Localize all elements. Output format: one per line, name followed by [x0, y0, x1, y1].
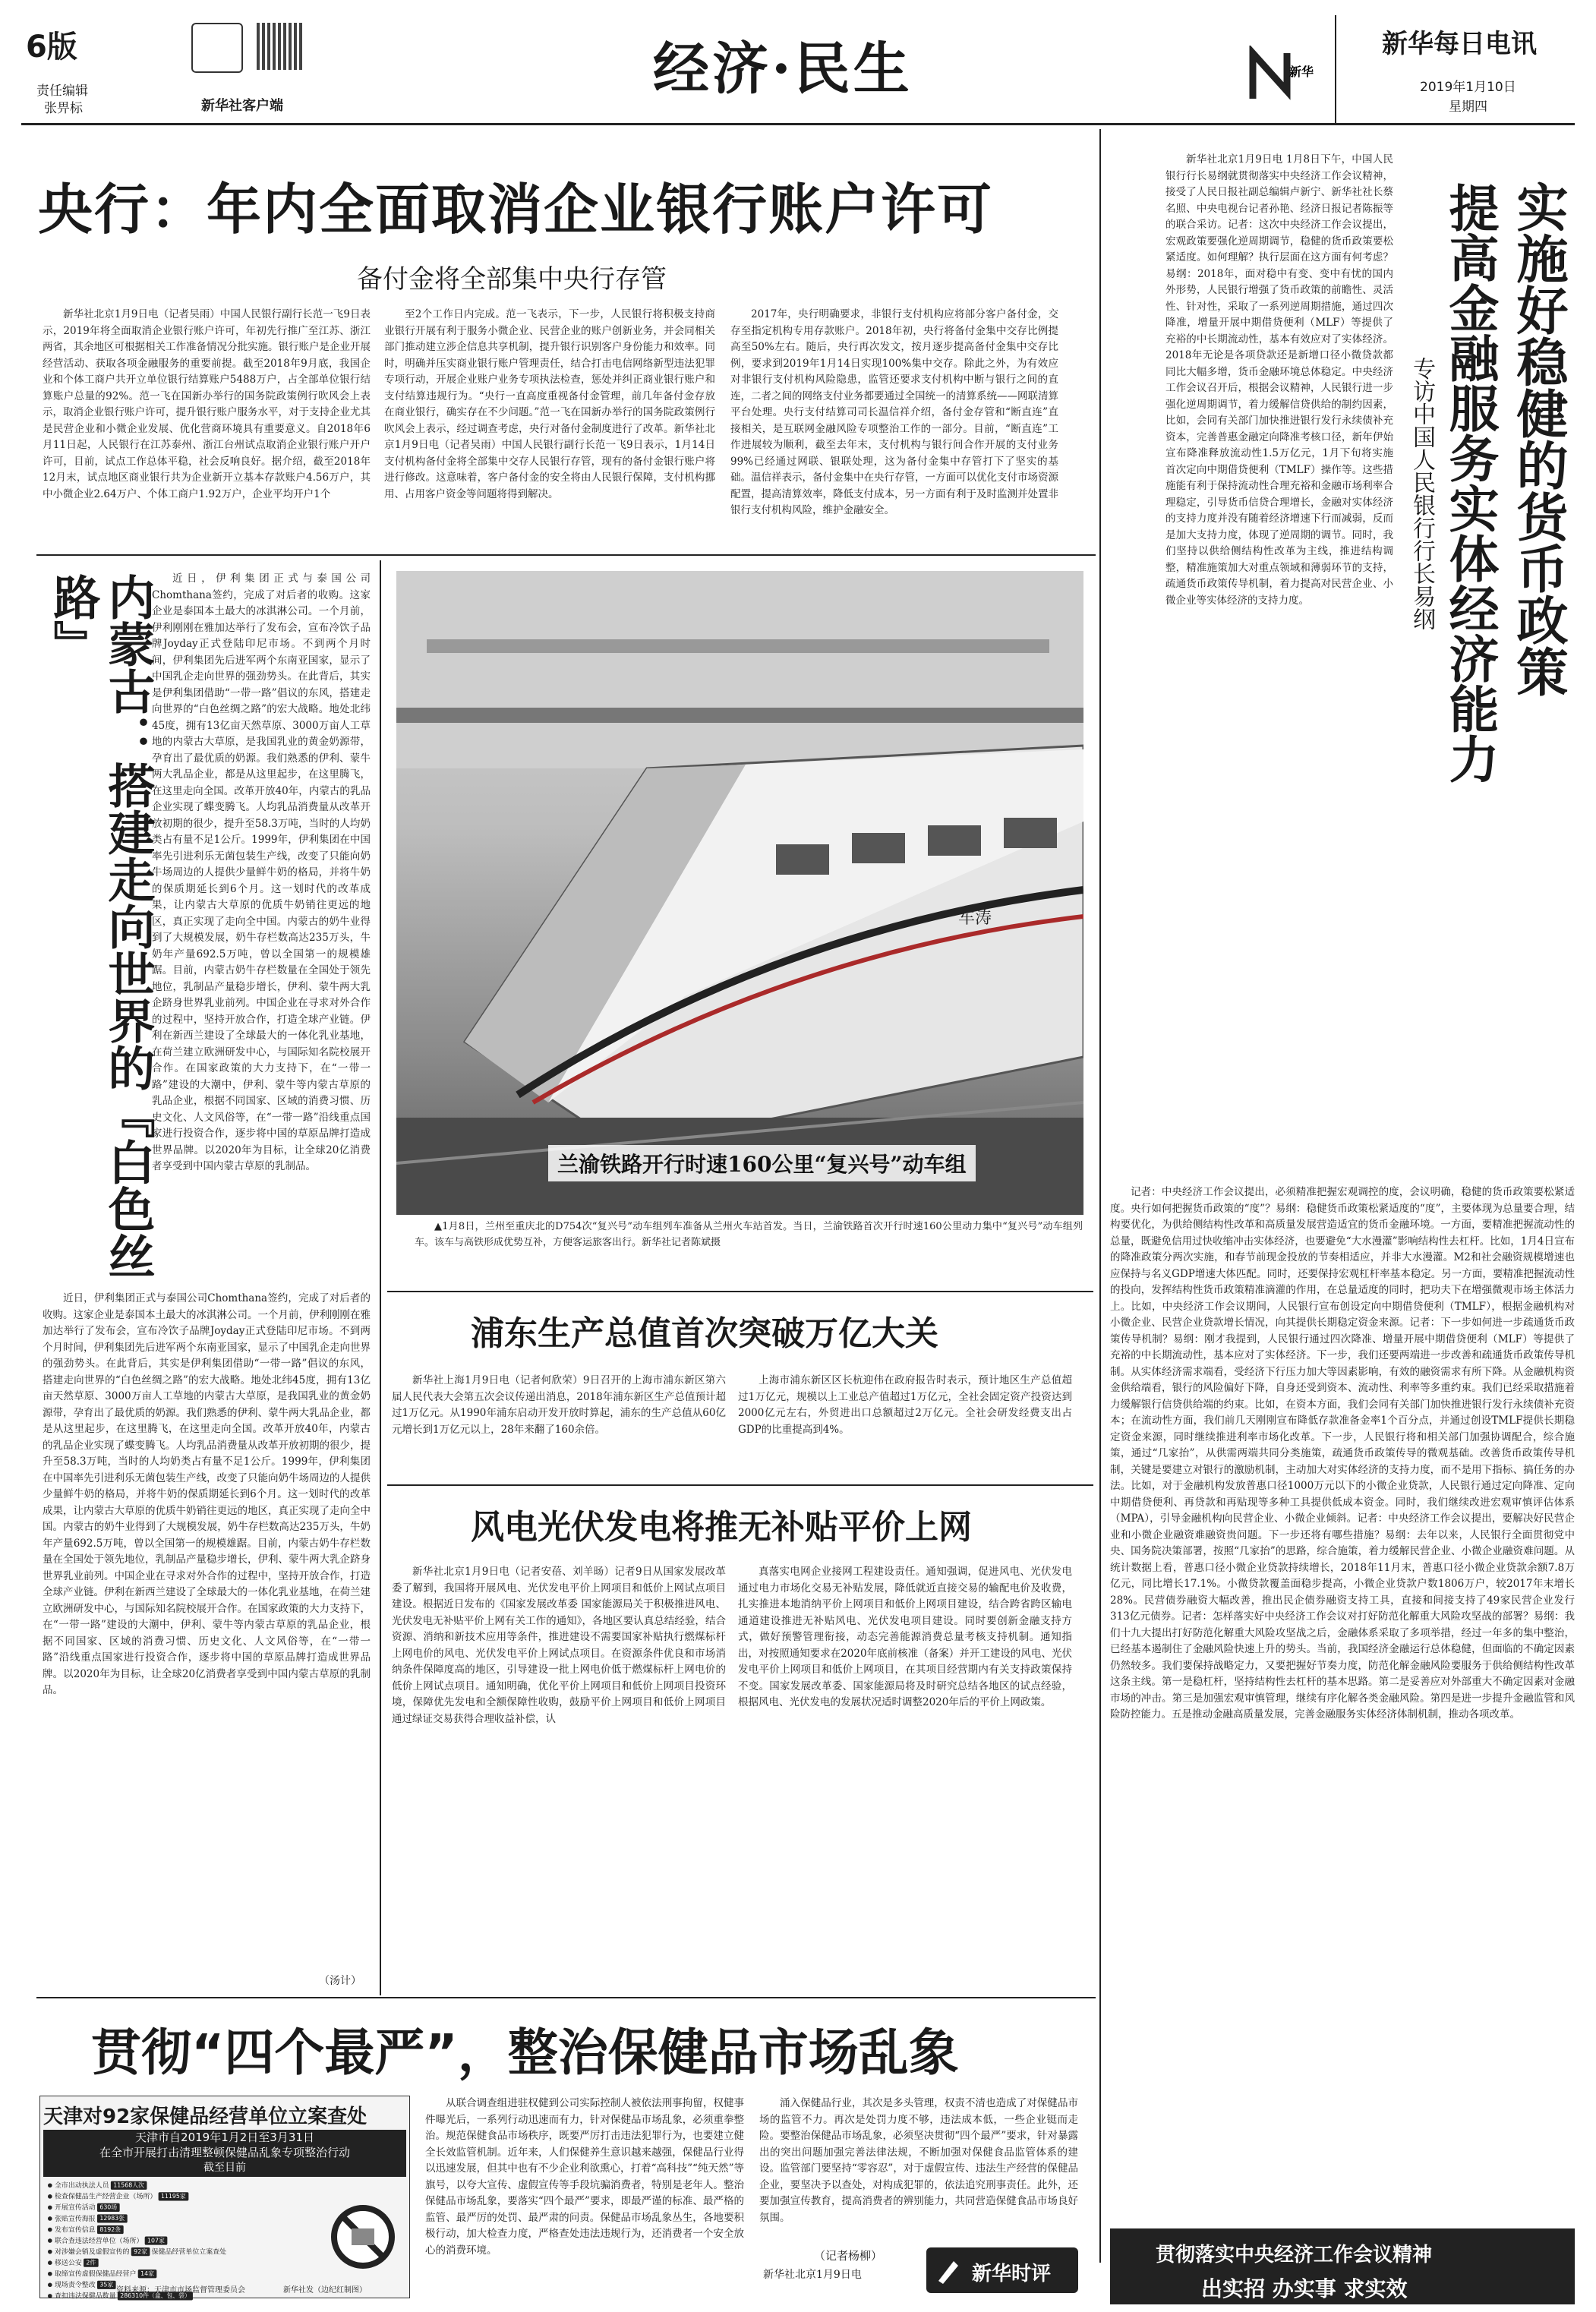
banner-line-1: 贯彻落实中央经济工作会议精神: [1156, 2244, 1433, 2266]
bullet-icon: [48, 2294, 52, 2298]
health-col-1: 从联合调查组进驻权健到公司实际控制人被依法刑事拘留，权健事件曝光后，一系列行动迅速而有力，针对保健品市场乱象，必须重拳整治。规范保健食品市场秩序，既要严厉打击违法犯罪行为，也要建立健全长效监管机制。近年来，人们保健养生意识越来越强，保健品行业得以迅速发展，但其中也有不少企业利欲熏心，打着“高科技”“纯天然”等旗号，以夸大宣传、虚假宣传等手段坑骗消费者，特别是老年人。整治保健品市场乱象，要落实“四个最严”要求，即最严谨的标准、最严格的监管、最严厉的处罚、最严肃的问责。保健品市场乱象丛生，各地要积极行动，加大检查力度，严格查处违法违规行为，还消费者一个安全放心的消费环境。: [425, 2097, 744, 2257]
list-item: 联合查违法经营单位（场所） 107家: [48, 2235, 244, 2247]
list-item: 全市出动执法人员 11568人次: [48, 2180, 244, 2191]
list-item: 移送公安 2件: [48, 2257, 244, 2269]
commentary-logo-text: 新华时评: [972, 2263, 1052, 2285]
date: 2019年1月10日: [1420, 80, 1516, 95]
solar-headline: 风电光伏发电将推无补贴平价上网: [471, 1508, 972, 1547]
pudong-rule: [387, 1484, 1093, 1486]
tianjin-source: 资料来源：天津市市场监督管理委员会: [116, 2286, 245, 2295]
mongolia-text-bottom: 近日，伊利集团正式与泰国公司Chomthana签约，完成了对后者的收购。这家企业是泰国本土最大的冰淇淋公司。一个月前，伊利刚刚在雅加达举行了发布会，宣布冷饮子品牌Joyday正式登陆印尼市场。不到两个月时间，伊利集团先后进军两个东南亚国家，显示了中国乳企走向世界的强劲势头。在此背后，其实是伊利集团借助“一带一路”倡议的东风，搭建走向世界的“白色丝绸之路”的宏大战略。地处北纬45度，拥有13亿亩天然草原、3000万亩人工草地的内蒙古大草原，是我国乳业的黄金奶源带，孕育出了最优质的奶源。我们熟悉的伊利、蒙牛两大乳品企业，都是从这里起步，在这里腾飞，在这里走向全国。改革开放40年，内蒙古的乳品企业实现了蝶变腾飞。人均乳品消费量从改革开放初期的很少，提升至58.3万吨，当时的人均奶类占有量不足1公斤。1999年，伊利集团在中国率先引进利乐无菌包装生产线，改变了只能向奶牛场周边的人提供少量鲜牛奶的格局，并将牛奶的保质期延长到6个月。这一划时代的改革成果，让内蒙古大草原的优质牛奶销往更远的地区，真正实现了走向全中国。内蒙古的奶牛业得到了大规模发展，奶牛存栏数高达235万头，牛奶年产量692.5万吨，曾以全国第一的规模雄踞。目前，内蒙古奶牛存栏数量在全国处于领先地位，乳制品产量稳步增长，伊利、蒙牛两大乳企跻身世界乳业前列。中国企业在寻求对外合作的过程中，坚持开放合作，打造全球产业链。伊利在新西兰建设了全球最大的一体化乳业基地，在荷兰建立欧洲研发中心，与国际知名院校展开合作。在国家政策的大力支持下，在“一带一路”建设的大潮中，伊利、蒙牛等内蒙古草原的乳品企业，根据不同国家、区域的消费习惯、历史文化、人文风俗等，在“一带一路”沿线重点国家进行投资合作，逐步将中国的草原品牌打造成世界品牌。以2020年为目标，让全球20亿消费者享受到中国内蒙古草原的乳制品。: [43, 1292, 371, 1696]
pudong-col-2: 上海市浦东新区区长杭迎伟在政府报告时表示，预计地区生产总值超过1万亿元，规模以上工业总产值超过1万亿元，全社会固定资产投资达到2000亿元左右，外贸进出口总额超过2万亿元。全社会研发经费支出占GDP的比重提高到4%。: [738, 1374, 1072, 1436]
pudong-col-1: 新华社上海1月9日电（记者何欣荣）9日召开的上海市浦东新区第六届人民代表大会第五次会议传递出消息，2018年浦东新区生产总值预计超过1万亿元。从1990年浦东启动开发开放时算起，浦东的生产总值从60亿元增长到1万亿元以上，28年来翻了160余倍。: [392, 1374, 726, 1436]
news-logo-icon: [1245, 46, 1314, 106]
tianjin-sub-2: 在全市开展打击清理整顿保健品乱象专项整治行动: [99, 2146, 350, 2159]
bullet-icon: [48, 2283, 52, 2288]
bullet-icon: [48, 2272, 52, 2276]
photo-headline: 兰渝铁路开行时速160公里“复兴号”动车组: [548, 1145, 976, 1181]
lead-col-2: 至2个工作日内完成。范一飞表示，下一步，人民银行将积极支持商业银行开展有利于服务小微企业、民营企业的账户创新业务，并会同相关部门推动建立涉企信息共享机制，提升银行识别客户身份能力和效率。同时，明确并压实商业银行账户管理责任，结合打击电信网络新型违法犯罪专项行动，开展企业账户业务专项执法检查，惩处并纠正商业银行账户和支付结算违规行为。“央行一直高度重视备付金管理，前几年备付金存放在商业银行，确实存在不少问题。”范一飞在国新办举行的国务院政策例行吹风会上表示，经过调查考虑，央行对备付金制度进行了改革。新华社北京1月9日电（记者吴雨）中国人民银行副行长范一飞9日表示，1月14日支付机构备付金将全部集中交存人民银行存管，现有的备付金银行账户将进行修改。这意味着，客户备付金的安全将由人民银行保障，支付机构挪用、占用客户资金等问题将得到解决。: [384, 308, 715, 500]
bottom-banner: [1110, 2228, 1575, 2304]
bullet-icon: [48, 2206, 52, 2210]
tianjin-author: 新华社发（边纪红制图）: [283, 2286, 367, 2295]
commentary-logo: [926, 2247, 1078, 2293]
masthead-vrule: [1335, 15, 1336, 125]
bullet-icon: [48, 2216, 52, 2221]
list-item: 查扣违法保健品数量 286310件（盒、包、袋）: [48, 2291, 244, 2302]
client-label: 新华社客户端: [201, 98, 283, 114]
mongolia-headline: 内蒙古：搭建走向世界的『白色丝路』: [46, 573, 156, 1279]
bullet-icon: [48, 2194, 52, 2199]
lead-subtitle: 备付金将全部集中央行存管: [357, 264, 667, 295]
bullet-icon: [48, 2250, 52, 2254]
banner-line-2: 出实招 办实事 求实效: [1201, 2276, 1408, 2301]
bullet-icon: [48, 2260, 52, 2265]
interview-subtitle: 专访中国人民银行行长易纲: [1408, 357, 1435, 630]
interview-bottom-text: 记者：中央经济工作会议提出，必须精准把握宏观调控的度，会议明确，稳健的货币政策要松紧适度。央行如何把握货币政策的“度”？易纲：稳健货币政策松紧适度的“度”，主要体现为总量要合理，结构要优化，为供给侧结构性改革和高质量发展营造适宜的货币金融环境。一方面，要精准把握流动性的总量，既避免信用过快收缩冲击实体经济，也要避免“大水漫灌”影响结构性去杠杆。比如，1月4日宣布的降准政策分两次实施，和春节前现金投放的节奏相适应，并非大水漫灌。M2和社会融资规模增速也应保持与名义GDP增速大体匹配。同时，还要保持宏观杠杆率基本稳定。另一方面，要精准把握流动性的投向，发挥结构性货币政策精准滴灌的作用，在总量适度的同时，把功夫下在增强微观市场主体活力上。比如，中央经济工作会议期间，人民银行宣布创设定向中期借贷便利（TMLF），根据金融机构对小微企业、民营企业贷款增长情况，向其提供长期稳定资金来源。记者：下一步如何进一步疏通货币政策传导机制？易纲：刚才我提到，人民银行通过四次降准、增量开展中期借贷便利（MLF）等提供了充裕的中长期流动性，基本应对了实体经济。下一步，我们还要两端进一步改善和疏通货币政策传导机制。从实体经济需求端看，受经济下行压力加大等因素影响，有效的融资需求有所下降。从金融机构资金供给端看，银行的风险偏好下降，自身还受到资本、流动性、利率等多重约束。我们已经采取措施着力缓解银行信贷供给端的约束。比如，在资本方面，我们会同有关部门加快推进银行发行永续债补充资本；在流动性方面，我们前几天刚刚宣布降低存款准备金率1个百分点，并通过创设TMLF提供长期稳定资金来源，同时继续推进利率市场化改革。下一步，人民银行将和相关部门加强协调配合，综合施策，通过“几家抬”，从供需两端共同分类施策，疏通货币政策传导的微观基础。改善货币政策传导机制，关键是要建立对银行的激励机制，主动加大对实体经济的支持力度，而不是用下指标、搞任务的办法。比如，对于金融机构发放普惠口径1000万元以下的小微企业贷款，人民银行通过定向降准、定向中期借贷便利、再贷款和再贴现等多种工具提供低成本资金。同时，我们继续改进宏观审慎评估体系（MPA），引导金融机构向民营企业、小微企业倾斜。记者：中央经济工作会议提出，要解决好民营企业和小微企业融资难融资贵问题。下一步还将有哪些措施？易纲：去年以来，人民银行全面贯彻党中央、国务院决策部署，按照“几家抬”的思路，综合施策，着力缓解民营企业、小微企业融资难问题。从统计数据上看，普惠口径小微企业贷款持续增长，2018年11月末，普惠口径小微企业贷款余额7.8万亿元，同比增长17.1%。小微贷款覆盖面稳步提高，小微企业贷款户数1806万户，较2017年末增长28%。民营债券融资大幅改善，推出民企债券融资支持工具，直接和间接支持了49家民营企业发行313亿元债券。记者：怎样落实好中央经济工作会议对打好防范化解重大风险攻坚战的部署？易纲：我们十九大提出打好防范化解重大风险攻坚战之后，金融体系采取了多项举措，经过一年多的集中整治，已经基本遏制住了金融风险快速上升的势头。当前，我国经济金融运行总体稳健，但面临的不确定因素仍然较多。我们要保持战略定力，又要把握好节奏力度，防范化解金融风险要服务于供给侧结构性改革这条主线。第一是稳杠杆，坚持结构性去杠杆的基本思路。第二是妥善应对外部重大不确定因素对金融市场的冲击。第三是加强宏观审慎管理，继续有序化解各类金融风险。第四是进一步提升金融监管和风险防控能力。五是推动金融高质量发展，完善金融服务实体经济体制机制，推动各项改革。: [1110, 1186, 1575, 1721]
train-marking: 车涛: [958, 909, 992, 928]
list-item: 检查保健品生产经营企业（场所） 11195家: [48, 2191, 244, 2203]
health-byline: （记者杨柳）: [814, 2249, 883, 2263]
train-illustration: [396, 571, 1083, 1215]
list-item: 取缔宣传虚假保健品经营户 14家: [48, 2268, 244, 2279]
photo-caption: ▲1月8日，兰州至重庆北的D754次“复兴号”动车组列车准备从兰州火车站首发。当日，兰渝铁路首次开行时速160公里动力集中“复兴号”动车组列车。该车与高铁形成优势互补，方便客运旅客出行。新华社记者陈斌摄: [415, 1221, 1083, 1248]
solar-col-2: 真落实电网企业接网工程建设责任。通知强调，促进风电、光伏发电通过电力市场化交易无补贴发展，降低就近直接交易的输配电价及收费，扎实推进本地消纳平价上网项目和低价上网项目建设，结合跨省跨区输电通道建设推进无补贴风电、光伏发电项目建设。同时要创新金融支持方式，做好预警管理衔接，动态完善能源消费总量考核支持机制。通知指出，对按照通知要求在2020年底前核准（备案）并开工建设的风电、光伏发电平价上网项目和低价上网项目，在其项目经营期内有关支持政策保持不变。国家发展改革委、国家能源局将及时研究总结各地区的试点经验，根据风电、光伏发电的发展状况适时调整2020年后的平价上网政策。: [738, 1566, 1072, 1708]
mongolia-byline: （汤计）: [319, 1975, 361, 1987]
list-item: 张贴宣传海报 12983张: [48, 2213, 244, 2225]
list-item: 发布宣传信息 8192条: [48, 2224, 244, 2235]
xinhua-logo-icon: [191, 23, 243, 73]
tianjin-sub-1: 天津市自2019年1月2日至3月31日: [135, 2131, 314, 2144]
masthead-rule: [21, 123, 1575, 125]
interview-vrule: [1099, 129, 1101, 2263]
bullet-icon: [48, 2228, 52, 2232]
tianjin-sub-3: 截至目前: [203, 2162, 246, 2174]
mongolia-text-top: 近日，伊利集团正式与泰国公司Chomthana签约，完成了对后者的收购。这家企业是泰国本土最大的冰淇淋公司。一个月前，伊利刚刚在雅加达举行了发布会，宣布冷饮子品牌Joyday正式登陆印尼市场。不到两个月时间，伊利集团先后进军两个东南亚国家，显示了中国乳企走向世界的强劲势头。在此背后，其实是伊利集团借助“一带一路”倡议的东风，搭建走向世界的“白色丝绸之路”的宏大战略。地处北纬45度，拥有13亿亩天然草原、3000万亩人工草地的内蒙古大草原，是我国乳业的黄金奶源带，孕育出了最优质的奶源。我们熟悉的伊利、蒙牛两大乳品企业，都是从这里起步，在这里腾飞，在这里走向全国。改革开放40年，内蒙古的乳品企业实现了蝶变腾飞。人均乳品消费量从改革开放初期的很少，提升至58.3万吨，当时的人均奶类占有量不足1公斤。1999年，伊利集团在中国率先引进利乐无菌包装生产线，改变了只能向奶牛场周边的人提供少量鲜牛奶的格局，并将牛奶的保质期延长到6个月。这一划时代的改革成果，让内蒙古大草原的优质牛奶销往更远的地区，真正实现了走向全中国。内蒙古的奶牛业得到了大规模发展，奶牛存栏数高达235万头，牛奶年产量692.5万吨，曾以全国第一的规模雄踞。目前，内蒙古奶牛存栏数量在全国处于领先地位，乳制品产量稳步增长，伊利、蒙牛两大乳企跻身世界乳业前列。中国企业在寻求对外合作的过程中，坚持开放合作，打造全球产业链。伊利在新西兰建设了全球最大的一体化乳业基地，在荷兰建立欧洲研发中心，与国际知名院校展开合作。在国家政策的大力支持下，在“一带一路”建设的大潮中，伊利、蒙牛等内蒙古草原的乳品企业，根据不同国家、区域的消费习惯、历史文化、人文风俗等，在“一带一路”沿线重点国家进行投资合作，逐步将中国的草原品牌打造成世界品牌。以2020年为目标，让全球20亿消费者享受到中国内蒙古草原的乳制品。: [152, 572, 371, 1172]
health-headline: 贯彻“四个最严”，整治保健品市场乱象: [91, 2023, 959, 2082]
list-item: 对涉嫌会销及虚假宣传的 92家 保健品经营单位立案查处: [48, 2246, 244, 2257]
tianjin-infographic: [39, 2096, 410, 2298]
page-number: 6版: [26, 30, 77, 65]
photo-rule: [387, 1291, 1093, 1292]
qr-code-icon[interactable]: [257, 23, 304, 70]
prohibition-sign-icon: [329, 2203, 397, 2271]
section-title: 经济·民生: [653, 36, 913, 102]
health-col-2: 涌入保健品行业，其次是多头管理，权责不清也造成了对保健品市场的监管不力。再次是处罚力度不够，违法成本低，一些企业铤而走险。要整治保健品市场乱象，必须坚决贯彻“四个最严”要求，针对暴露出的突出问题加强完善法律法规，不断加强对保健食品监管体系的建设。监管部门要坚持“零容忍”，对于虚假宣传、违法生产经营的保健品企业，要坚决予以查处，对构成犯罪的，依法追究刑事责任。此外，还要加强宣传教育，提高消费者的辨别能力，共同营造保健食品市场良好氛围。: [759, 2097, 1078, 2224]
tianjin-subheader: [43, 2130, 406, 2177]
solar-col-1: 新华社北京1月9日电（记者安蓓、刘羊旸）记者9日从国家发展改革委了解到，我国将开展风电、光伏发电平价上网项目和低价上网试点项目建设。根据近日发布的《国家发展改革委 国家能源局关于积极推进风电、光伏发电无补贴平价上网有关工作的通知》，各地区要认真总结经验，结合资源、消纳和新技术应用等条件，推进建设不需要国家补贴执行燃煤标杆上网电价的风电、光伏发电平价上网试点项目。在资源条件优良和市场消纳条件保障度高的地区，引导建设一批上网电价低于燃煤标杆上网电价的低价上网试点项目。通知明确，优化平价上网项目和低价上网项目投资环境，保障优先发电和全额保障性收购，鼓励平价上网项目和低价上网项目通过绿证交易获得合理收益补偿，认: [392, 1566, 726, 1725]
lead-col-1: 新华社北京1月9日电（记者吴雨）中国人民银行副行长范一飞9日表示，2019年将全面取消企业银行账户许可，年初先行推广至江苏、浙江两省，其余地区可根据相关工作准备情况分批实施。银行账户是企业开展经营活动、获取各项金融服务的重要前提。截至2018年9月底，我国企业和个体工商户共开立单位银行结算账户5488万户，占全部单位银行结算账户总量的92%。范一飞在国新办举行的国务院政策例行吹风会上表示，取消企业银行账户许可，提升银行账户服务水平，对于支持企业尤其是民营企业和小微企业发展、优化营商环境具有重要意义。自2018年6月11日起，人民银行在江苏泰州、浙江台州试点取消企业银行账户开户许可，目前，试点工作总体平稳，社会反响良好。据介绍，截至2018年12月末，试点地区商业银行共为企业新开立基本存款账户4.56万户，其中小微企业2.64万户、个体工商户1.92万户，企业平均开户1个: [43, 308, 371, 500]
editor-label: 责任编辑: [36, 84, 88, 99]
health-dateline: 新华社北京1月9日电: [763, 2269, 862, 2281]
interview-title-1: 实施好稳健的货币政策: [1508, 181, 1568, 697]
lead-rule: [36, 554, 1096, 556]
pudong-headline: 浦东生产总值首次突破万亿大关: [471, 1314, 938, 1353]
brand-name: 新华每日电讯: [1382, 29, 1537, 59]
mongolia-vrule: [380, 560, 381, 1995]
lead-headline: 央行：年内全面取消企业银行账户许可: [38, 178, 994, 241]
masthead: [0, 0, 1596, 121]
train-photo: [396, 571, 1083, 1215]
list-item: 开展宣传活动 630场: [48, 2202, 244, 2213]
editor-name: 张畀标: [44, 101, 83, 116]
list-item: 现场责令整改 35家: [48, 2279, 244, 2291]
pen-icon: [934, 2255, 964, 2285]
weekday: 星期四: [1449, 99, 1487, 115]
bullet-icon: [48, 2183, 52, 2187]
svg-text:新华: 新华: [1289, 65, 1314, 79]
bullet-icon: [48, 2238, 52, 2243]
interview-title-2: 提高金融服务实体经济能力: [1440, 182, 1499, 784]
lead-col-3: 2017年，央行明确要求，非银行支付机构应将部分客户备付金，交存至指定机构专用存款账户。2018年初，央行将备付金集中交存比例提高至50%左右。随后，央行再次发文，按月逐步提高备付金集中交存比例，要求到2019年1月14日实现100%集中交存。除此之外，为有效应对非银行支付机构风险隐患，监管还要求支付机构中断与银行之间的直连，二者之间的网络支付业务都要通过全国统一的清算系统——网联清算平台处理。央行支付结算司司长温信祥介绍，备付金存管和“断直连”直接相关，是互联网金融风险专项整治工作的一部分。目前，“断直连”工作进展较为顺利，截至去年末，支付机构与银行间合作开展的支付业务99%已经通过网联、银联处理，这为备付金集中存管打下了坚实的基础。温信祥表示，备付金集中在央行存管，一方面可以优化支付市场资源配置，提高清算效率，降低支付成本，另一方面有利于及时监测并处置非银行支付机构风险，维护金融安全。: [730, 308, 1058, 516]
tianjin-title: 天津对92家保健品经营单位立案查处: [43, 2105, 367, 2128]
interview-top-text: 新华社北京1月9日电 1月8日下午，中国人民银行行长易纲就贯彻落实中央经济工作会议精神，接受了人民日报社副总编辑卢新宁、新华社社长蔡名照、中央电视台记者孙艳、经济日报记者陈振等的联合采访。记者：这次中央经济工作会议提出，宏观政策要强化逆周期调节，稳健的货币政策要松紧适度。如何理解？执行层面在这方面有何考虑？易纲：2018年，面对稳中有变、变中有忧的国内外形势，人民银行增强了货币政策的前瞻性、灵活性、针对性，采取了一系列逆周期措施，通过四次降准，增量开展中期借贷便利（MLF）等提供了充裕的中长期流动性，基本有效应对了实体经济。2018年无论是各项贷款还是新增口径小微贷款都同比大幅多增，货币金融环境总体稳定。中央经济工作会议召开后，根据会议精神，人民银行进一步强化逆周期调节，着力缓解信贷供给的制约因素，比如，会同有关部门加快推进银行发行永续债补充资本，完善普惠金融定向降准考核口径，新年伊始宣布降准释放流动性1.5万亿元，1月下旬将实施首次定向中期借贷便利（TMLF）操作等。这些措施能有利于保持流动性合理充裕和金融市场利率合理稳定，引导货币信贷合理增长，金融对实体经济的支持力度并没有随着经济增速下行而减弱，反而是加大支持力度，体现了逆周期的调节。同时，我们坚持以供给侧结构性改革为主线，推进结构调整，精准施策加大对重点领域和薄弱环节的支持，疏通货币政策传导机制，着力提高对民营企业、小微企业等实体经济的支持力度。: [1165, 153, 1393, 607]
solar-rule: [36, 1997, 1096, 1998]
